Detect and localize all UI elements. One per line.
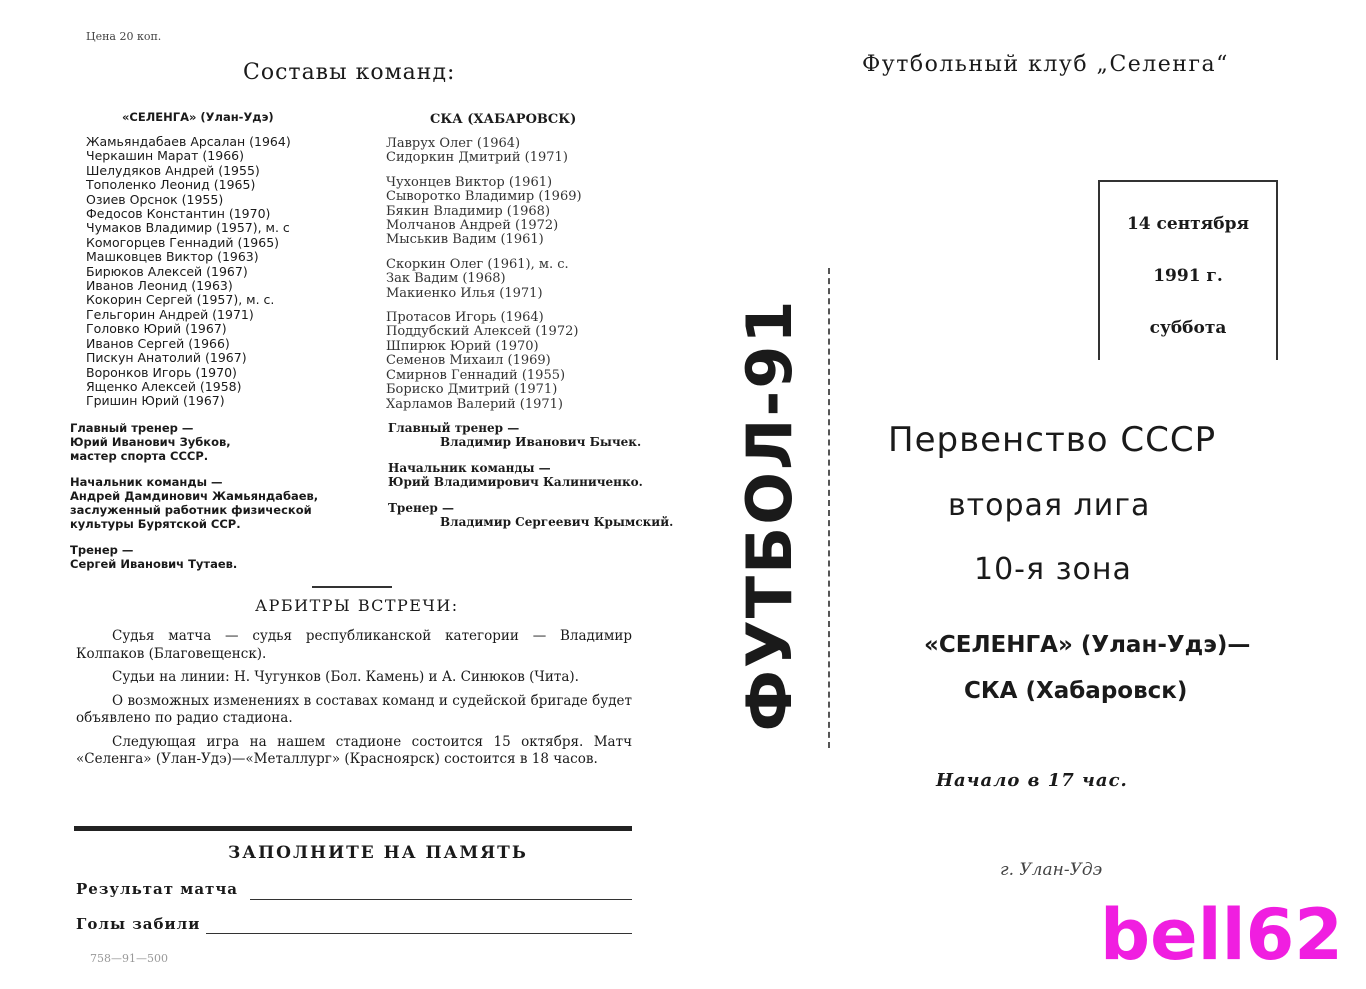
player: Кокорин Сергей (1957), м. с. [86, 292, 275, 308]
date-box [1098, 180, 1278, 360]
year: 1991 г. [1153, 266, 1223, 286]
away-staff [388, 421, 673, 541]
league: вторая лига [948, 488, 1151, 523]
staff-entry [70, 543, 318, 571]
match-home: «СЕЛЕНГА» (Улан-Удэ)— [924, 632, 1251, 658]
staff-line: Андрей Дамдинович Жамьяндабаев, [70, 489, 319, 503]
player: Смирнов Геннадий (1955) [386, 367, 566, 383]
watermark: bell62 [1100, 894, 1343, 976]
paragraph: Следующая игра на нашем стадионе состоится 15 октября. Матч «Селенга» (Улан-Удэ)—«Металлург» (Красноярск) состоится в 18 часов. [76, 733, 632, 767]
spine-title: ФУТБОЛ-91 [733, 298, 806, 732]
divider [312, 586, 392, 588]
date: 14 сентября [1126, 214, 1250, 234]
player: Иванов Леонид (1963) [86, 278, 233, 294]
staff-line: заслуженный работник физической [70, 503, 312, 517]
staff-line: Главный тренер — [388, 421, 520, 435]
player: Жамьяндабаев Арсалан (1964) [86, 134, 291, 149]
player: Бирюков Алексей (1967) [86, 263, 248, 279]
player: Лаврух Олег (1964) [386, 136, 521, 151]
player: Сыворотко Владимир (1969) [386, 189, 582, 205]
player: Харламов Валерий (1971) [386, 396, 563, 412]
staff-line: Начальник команды — [388, 461, 551, 475]
fold-line [828, 268, 830, 748]
player: Протасов Игорь (1964) [386, 310, 544, 326]
player: Тополенко Леонид (1965) [86, 177, 256, 193]
player: Ященко Алексей (1958) [86, 378, 242, 394]
staff-line: Начальник команды — [70, 475, 223, 489]
player: Семенов Михаил (1969) [386, 353, 551, 369]
staff-line: Тренер — [70, 543, 134, 557]
player: Шелудяков Андрей (1955) [86, 162, 260, 178]
start-time: Начало в 17 час. [936, 770, 1128, 791]
city: г. Улан-Удэ [1000, 860, 1103, 880]
away-roster [386, 137, 582, 412]
goals-line [206, 933, 632, 934]
player: Чухонцев Виктор (1961) [386, 174, 553, 190]
staff-line: мастер спорта СССР. [70, 449, 209, 463]
weekday: суббота [1149, 318, 1227, 338]
player: Сидоркин Дмитрий (1971) [386, 150, 568, 166]
paragraph: Судьи на линии: Н. Чугунков (Бол. Камень) и А. Синюков (Чита). [112, 669, 579, 685]
player: Мыськив Вадим (1961) [386, 232, 544, 248]
home-roster [86, 135, 291, 409]
staff-entry [70, 421, 318, 463]
fill-title: ЗАПОЛНИТЕ НА ПАМЯТЬ [228, 843, 528, 863]
staff-line: Владимир Иванович Бычек. [440, 435, 642, 449]
player: Озиев Орснок (1955) [86, 191, 224, 207]
referees-title: АРБИТРЫ ВСТРЕЧИ: [255, 596, 459, 615]
player: Иванов Сергей (1966) [86, 335, 230, 351]
staff-entry [388, 461, 673, 489]
away-team-name: СКА (ХАБАРОВСК) [430, 112, 577, 127]
staff-line: Сергей Иванович Тутаев. [70, 557, 238, 571]
player: Головко Юрий (1967) [86, 321, 227, 337]
paragraph: Судья матча — судья республиканской категории — Владимир Колпаков (Благовещенск). [76, 628, 632, 662]
player: Комогорцев Геннадий (1965) [86, 234, 280, 250]
staff-line: Владимир Сергеевич Крымский. [440, 515, 674, 529]
club-title: Футбольный клуб „Селенга“ [862, 52, 1229, 77]
staff-entry [388, 501, 673, 529]
player: Пискун Анатолий (1967) [86, 350, 247, 366]
staff-entry [388, 421, 673, 449]
player: Машковцев Виктор (1963) [86, 249, 259, 265]
player: Бякин Владимир (1968) [386, 203, 551, 219]
lineups-title: Составы команд: [243, 60, 456, 85]
home-staff [70, 421, 318, 583]
print-code: 758—91—500 [90, 952, 168, 965]
player: Поддубский Алексей (1972) [386, 324, 579, 340]
match-away: СКА (Хабаровск) [964, 678, 1188, 704]
player: Зак Вадим (1968) [386, 271, 506, 287]
zone: 10-я зона [974, 552, 1132, 587]
player: Черкашин Марат (1966) [86, 148, 244, 164]
staff-line: Главный тренер — [70, 421, 194, 435]
player: Чумаков Владимир (1957), м. с [86, 220, 290, 236]
divider [74, 826, 632, 831]
goals-label: Голы забили [76, 915, 201, 933]
price: Цена 20 коп. [86, 30, 162, 43]
championship: Первенство СССР [888, 420, 1217, 460]
player: Воронков Игорь (1970) [86, 364, 237, 380]
staff-line: культуры Бурятской ССР. [70, 517, 241, 531]
player: Молчанов Андрей (1972) [386, 218, 559, 234]
staff-entry [70, 475, 318, 531]
referees-text [76, 628, 632, 775]
staff-line: Тренер — [388, 501, 454, 515]
player: Скоркин Олег (1961), м. с. [386, 256, 569, 272]
player: Гришин Юрий (1967) [86, 393, 225, 409]
paragraph: О возможных изменениях в составах команд и судейской бригаде будет объявлено по радио стадиона. [76, 692, 632, 726]
player: Шпирюк Юрий (1970) [386, 338, 539, 354]
player: Бориско Дмитрий (1971) [386, 382, 558, 398]
result-label: Результат матча [76, 880, 239, 898]
result-line [250, 899, 632, 900]
player: Макиенко Илья (1971) [386, 285, 543, 301]
player: Федосов Константин (1970) [86, 206, 271, 222]
staff-line: Юрий Владимирович Калиниченко. [388, 475, 643, 489]
staff-line: Юрий Иванович Зубков, [70, 435, 231, 449]
home-team-name: «СЕЛЕНГА» (Улан-Удэ) [122, 110, 274, 124]
player: Гельгорин Андрей (1971) [86, 306, 254, 322]
